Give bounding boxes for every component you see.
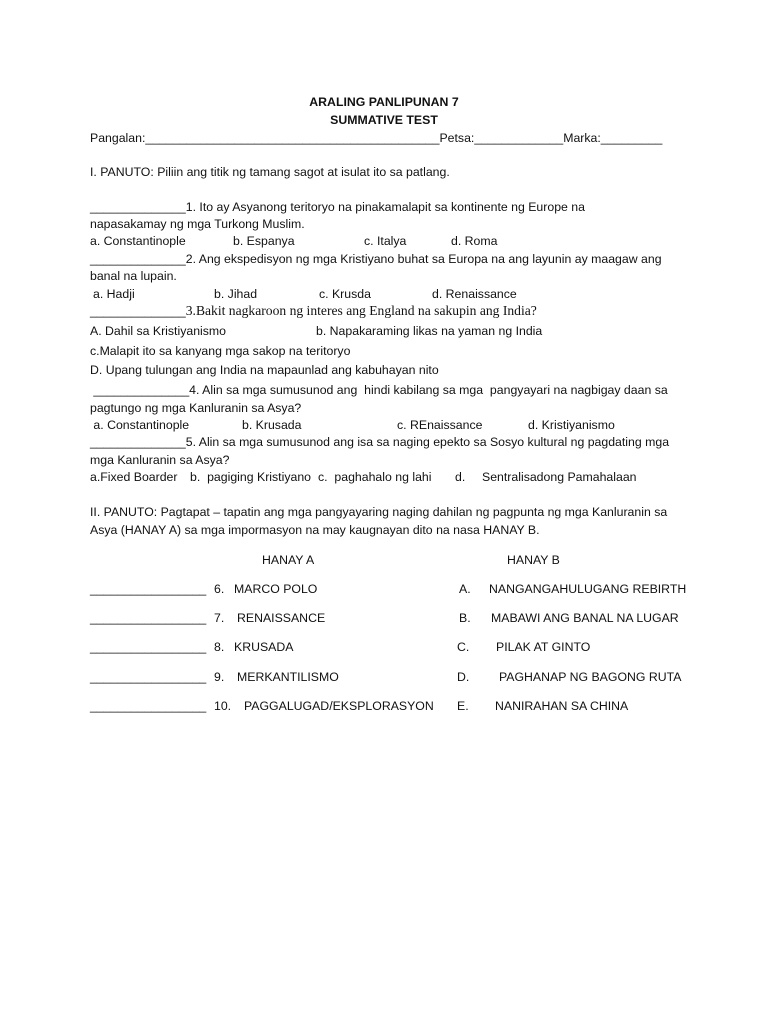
- q3-choice-d: D. Upang tulungan ang India na mapaunlad ang kabuhayan nito: [90, 363, 439, 377]
- page-subtitle: SUMMATIVE TEST: [330, 113, 438, 127]
- row-match: NANIRAHAN SA CHINA: [495, 699, 629, 713]
- part2-instruction-line2: Asya (HANAY A) sa mga impormasyon na may kaugnayan dito na nasa HANAY B.: [90, 523, 540, 537]
- q4-choice-c: c. REnaissance: [397, 418, 483, 432]
- row-number: 9.: [214, 670, 225, 684]
- row-answer-blank: _________________: [90, 611, 207, 625]
- q3-choice-c: c.Malapit ito sa kanyang mga sakop na teritoryo: [90, 344, 351, 358]
- row-match: NANGANGAHULUGANG REBIRTH: [489, 582, 687, 596]
- q2-choice-c: c. Krusda: [319, 287, 371, 301]
- q1-choice-d: d. Roma: [451, 234, 498, 248]
- student-info-fields: Pangalan:___________________________________________Petsa:_____________Marka:_________: [90, 131, 663, 145]
- q2-choice-a: a. Hadji: [93, 287, 135, 301]
- q1-choice-b: b. Espanya: [233, 234, 295, 248]
- row-item: RENAISSANCE: [237, 611, 326, 625]
- page-title: ARALING PANLIPUNAN 7: [309, 95, 459, 109]
- row-item: MERKANTILISMO: [237, 670, 339, 684]
- q4-line1: ______________4. Alin sa mga sumusunod ang hindi kabilang sa mga pangyayari na nagbigay daan sa: [90, 383, 668, 397]
- part2-instruction-line1: II. PANUTO: Pagtapat – tapatin ang mga pangyayaring naging dahilan ng pagpunta ng mga Kanluranin sa: [90, 505, 668, 519]
- row-match: PILAK AT GINTO: [496, 640, 591, 654]
- q2-choice-d: d. Renaissance: [432, 287, 517, 301]
- q3-blank: ______________: [90, 304, 186, 318]
- q3-choice-a: A. Dahil sa Kristiyanismo: [90, 324, 226, 338]
- q3-line: [90, 303, 537, 319]
- hanay-b-header: HANAY B: [507, 553, 560, 567]
- row-number: 8.: [214, 640, 225, 654]
- row-answer-blank: _________________: [90, 670, 207, 684]
- row-number: 10.: [214, 699, 232, 713]
- row-item: PAGGALUGAD/EKSPLORASYON: [244, 699, 434, 713]
- row-letter: C.: [457, 640, 470, 654]
- row-item: MARCO POLO: [234, 582, 318, 596]
- q5-choice-b: b. pagiging Kristiyano: [190, 470, 311, 484]
- q2-line1: ______________2. Ang ekspedisyon ng mga Kristiyano buhat sa Europa na ang layunin ay maagaw ang: [90, 252, 662, 266]
- row-answer-blank: _________________: [90, 699, 207, 713]
- row-answer-blank: _________________: [90, 582, 207, 596]
- q1-line2: napasakamay ng mga Turkong Muslim.: [90, 217, 305, 231]
- q5-choice-c: c. paghahalo ng lahi: [318, 470, 432, 484]
- q4-line2: pagtungo ng mga Kanluranin sa Asya?: [90, 401, 302, 415]
- q5-choice-a: a.Fixed Boarder: [90, 470, 178, 484]
- row-letter: A.: [459, 582, 471, 596]
- q5-choice-d: d.: [455, 470, 466, 484]
- q1-choice-c: c. Italya: [364, 234, 407, 248]
- row-number: 7.: [214, 611, 225, 625]
- q1-line1: ______________1. Ito ay Asyanong teritoryo na pinakamalapit sa kontinente ng Europe na: [90, 200, 585, 214]
- row-item: KRUSADA: [234, 640, 294, 654]
- q5-line1: ______________5. Alin sa mga sumusunod ang isa sa naging epekto sa Sosyo kultural ng pagdating mga: [90, 435, 670, 449]
- row-letter: E.: [457, 699, 469, 713]
- q4-choice-b: b. Krusada: [242, 418, 302, 432]
- q5-line2: mga Kanluranin sa Asya?: [90, 453, 230, 467]
- row-letter: D.: [457, 670, 470, 684]
- part1-instruction: I. PANUTO: Piliin ang titik ng tamang sagot at isulat ito sa patlang.: [90, 165, 450, 179]
- hanay-a-header: HANAY A: [262, 553, 315, 567]
- q3-choice-b: b. Napakaraming likas na yaman ng India: [316, 324, 543, 338]
- row-number: 6.: [214, 582, 225, 596]
- q1-choice-a: a. Constantinople: [90, 234, 186, 248]
- q2-choice-b: b. Jihad: [214, 287, 258, 301]
- q4-choice-a: a. Constantinople: [90, 418, 190, 432]
- row-letter: B.: [459, 611, 471, 625]
- row-answer-blank: _________________: [90, 640, 207, 654]
- q2-line2: banal na lupain.: [90, 269, 177, 283]
- q3-text: 3.Bakit nagkaroon ng interes ang England na sakupin ang India?: [185, 303, 537, 318]
- q5-choice-d-text: Sentralisadong Pamahalaan: [482, 470, 637, 484]
- row-match: PAGHANAP NG BAGONG RUTA: [499, 670, 682, 684]
- row-match: MABAWI ANG BANAL NA LUGAR: [491, 611, 679, 625]
- q4-choice-d: d. Kristiyanismo: [528, 418, 615, 432]
